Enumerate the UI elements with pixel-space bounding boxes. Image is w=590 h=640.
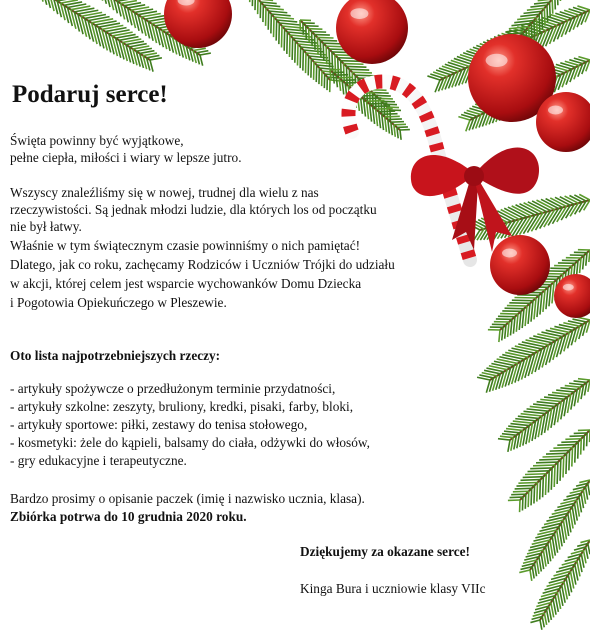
paragraph-line: Właśnie w tym świątecznym czasie powinniśmy o nich pamiętać! <box>10 238 361 253</box>
list-item: - artykuły spożywcze o przedłużonym terminie przydatności, <box>10 381 336 396</box>
intro-line: pełne ciepła, miłości i wiary w lepsze jutro. <box>10 150 242 165</box>
request-text: Bardzo prosimy o opisanie paczek (imię i nazwisko ucznia, klasa). <box>10 491 365 506</box>
list-item: - artykuły szkolne: zeszyty, bruliony, kredki, pisaki, farby, bloki, <box>10 399 354 414</box>
deadline-text: Zbiórka potrwa do 10 grudnia 2020 roku. <box>10 509 247 524</box>
signature: Kinga Bura i uczniowie klasy VIIc <box>300 581 486 596</box>
paragraph-line: nie był łatwy. <box>10 219 82 234</box>
paragraph-line: rzeczywistości. Są jednak młodzi ludzie, dla których los od początku <box>10 202 377 217</box>
paragraph-line: w akcji, której celem jest wsparcie wychowanków Domu Dziecka <box>10 276 362 291</box>
list-item: - gry edukacyjne i terapeutyczne. <box>10 453 187 468</box>
paragraph-line: i Pogotowia Opiekuńczego w Pleszewie. <box>10 295 227 310</box>
paragraph-line: Dlatego, jak co roku, zachęcamy Rodziców i Uczniów Trójki do udziału <box>10 257 395 272</box>
list-item: - artykuły sportowe: piłki, zestawy do tenisa stołowego, <box>10 417 308 432</box>
list-item: - kosmetyki: żele do kąpieli, balsamy do ciała, odżywki do włosów, <box>10 435 370 450</box>
intro-line: Święta powinny być wyjątkowe, <box>10 133 184 148</box>
page-title: Podaruj serce! <box>12 81 168 108</box>
list-heading: Oto lista najpotrzebniejszych rzeczy: <box>10 348 221 363</box>
paragraph-line: Wszyscy znaleźliśmy się w nowej, trudnej dla wielu z nas <box>10 185 319 200</box>
thanks-text: Dziękujemy za okazane serce! <box>300 544 470 559</box>
